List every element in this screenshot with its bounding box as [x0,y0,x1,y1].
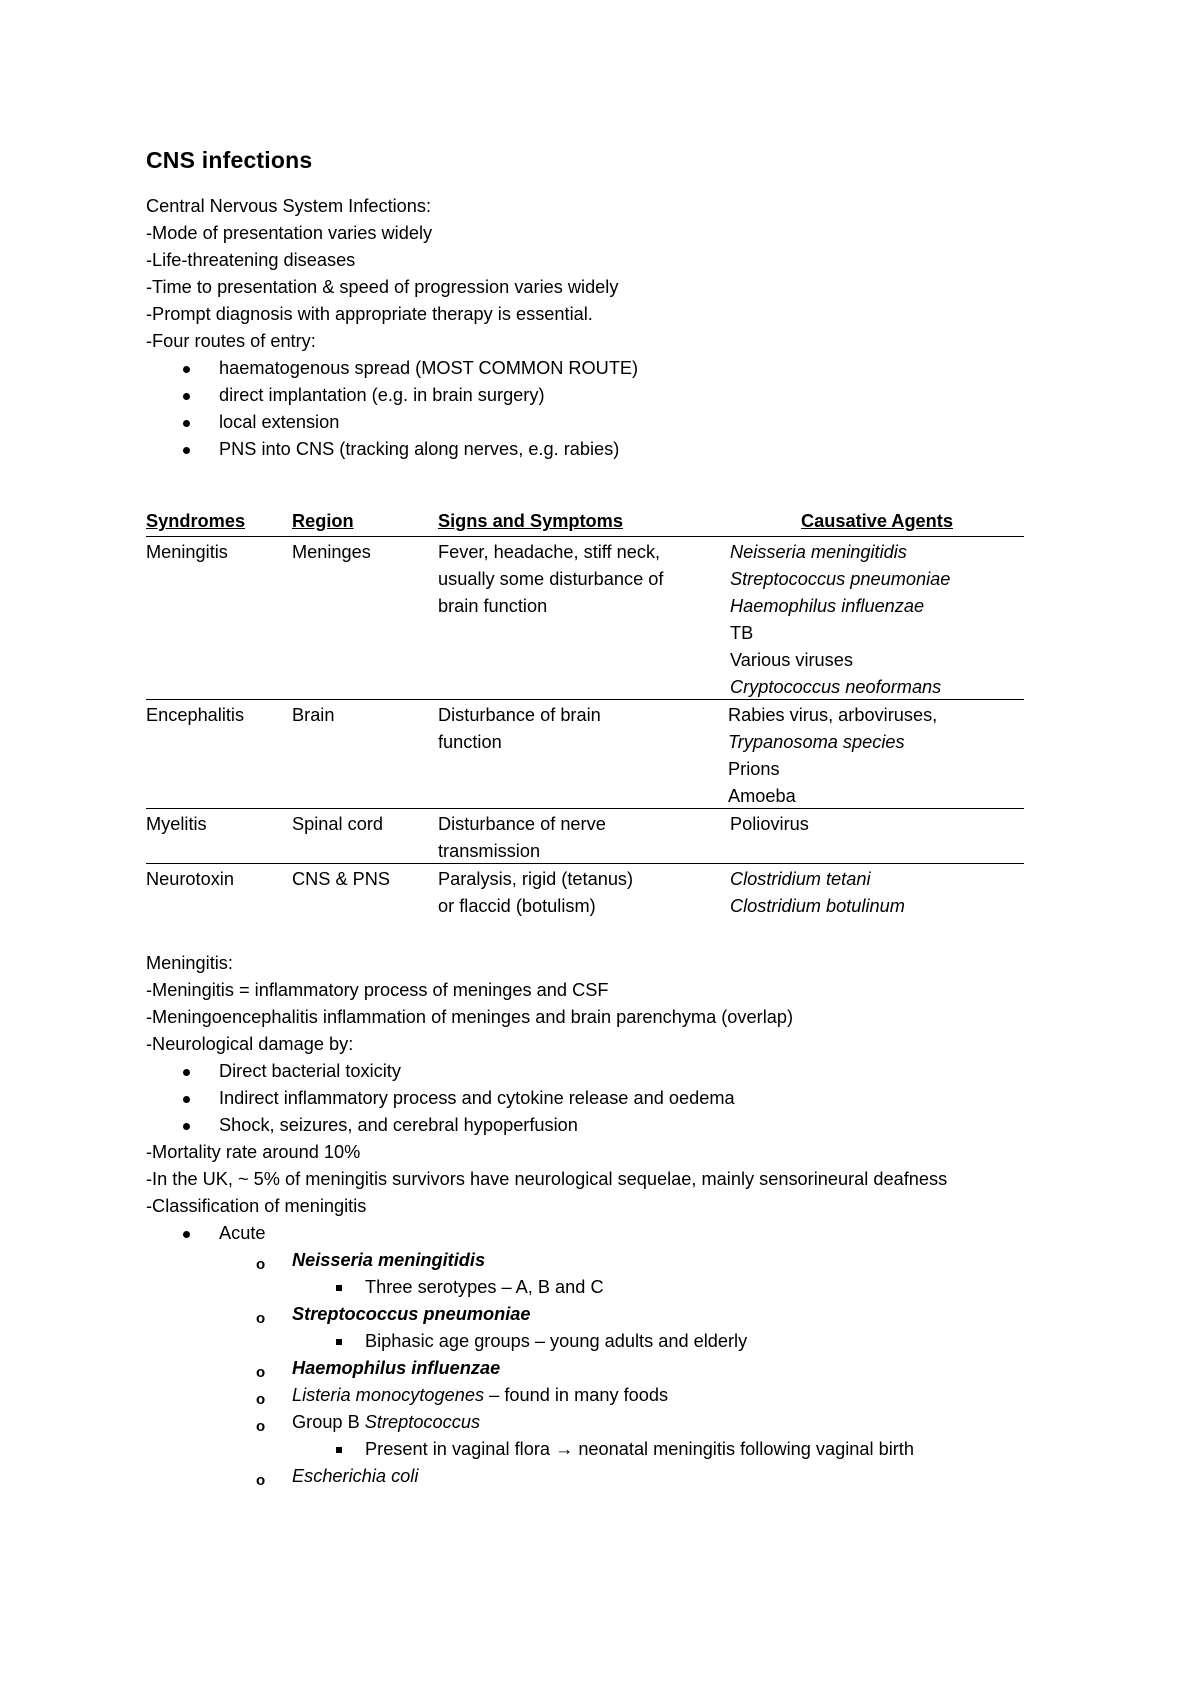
table-row [146,809,1024,864]
agent-item: Haemophilus influenzae [730,596,925,616]
circle-bullet-icon: o [256,1391,266,1408]
organism-name: Neisseria meningitidis [292,1250,486,1270]
signs-line: function [438,732,502,752]
circle-bullet-icon: o [256,1418,266,1435]
intro-point: -Prompt diagnosis with appropriate therapy is essential. [146,304,593,324]
organism-item [146,1409,947,1436]
route-item [146,382,638,409]
signs-line: usually some disturbance of [438,569,664,589]
meningitis-point: -Meningoencephalitis inflammation of meninges and brain parenchyma (overlap) [146,1007,794,1027]
table-header-row [146,511,1024,537]
agent-item: Neisseria meningitidis [730,542,907,562]
note-label: Present in vaginal flora [365,1439,556,1459]
header-signs: Signs and Symptoms [438,511,623,531]
acute-label: Acute [219,1223,266,1243]
cell-signs [438,539,663,620]
table-row [146,700,1024,809]
route-item [146,436,638,463]
signs-line: transmission [438,841,541,861]
cell-region: Brain [292,705,335,725]
square-bullet-icon [336,1285,342,1291]
damage-item [146,1112,947,1139]
header-region: Region [292,511,354,531]
damage-item [146,1085,947,1112]
cell-signs [438,702,601,756]
cell-agents [730,811,809,838]
page-title: CNS infections [146,147,313,173]
organism-note-text: – found in many foods [484,1385,669,1405]
cell-agents [730,539,950,701]
organism-name: Listeria monocytogenes [292,1385,485,1405]
damage-item [146,1058,947,1085]
organism-item [146,1382,947,1409]
cell-signs [438,866,633,920]
agent-item: TB [730,623,754,643]
bullet-icon [183,366,190,373]
note-label: Biphasic age groups – young adults and elderly [365,1331,748,1351]
circle-bullet-icon: o [256,1472,266,1489]
table-row [146,864,1024,920]
circle-bullet-icon: o [256,1310,266,1327]
route-item [146,409,638,436]
route-label: PNS into CNS (tracking along nerves, e.g. rabies) [219,439,620,459]
organism-note [146,1436,947,1463]
agent-item: Amoeba [728,786,796,806]
acute-item [146,1220,947,1247]
note-label: Three serotypes – A, B and C [365,1277,604,1297]
cell-region: Meninges [292,542,371,562]
signs-line: Disturbance of nerve [438,814,606,834]
route-label: direct implantation (e.g. in brain surgery) [219,385,545,405]
organism-item [146,1301,947,1328]
circle-bullet-icon: o [256,1256,266,1273]
signs-line: Fever, headache, stiff neck, [438,542,661,562]
agent-item: Clostridium botulinum [730,896,905,916]
agent-item: Poliovirus [730,814,809,834]
intro-point: -Life-threatening diseases [146,250,356,270]
bullet-icon [183,420,190,427]
intro-point: -Four routes of entry: [146,331,316,351]
meningitis-heading: Meningitis: [146,953,233,973]
agent-item: Streptococcus pneumoniae [730,569,951,589]
meningitis-point: -Mortality rate around 10% [146,1142,361,1162]
square-bullet-icon [336,1447,342,1453]
organism-item [146,1247,947,1274]
damage-label: Shock, seizures, and cerebral hypoperfusion [219,1115,578,1135]
bullet-icon [183,447,190,454]
signs-line: Disturbance of brain [438,705,601,725]
signs-line: Paralysis, rigid (tetanus) [438,869,634,889]
meningitis-section [146,950,947,1490]
agent-item: Clostridium tetani [730,869,871,889]
organism-prefix: Group B [292,1412,365,1432]
cell-syndrome: Encephalitis [146,705,245,725]
cell-syndrome: Neurotoxin [146,869,234,889]
agent-item: Trypanosoma species [728,732,905,752]
cell-agents [728,702,937,810]
intro-heading: Central Nervous System Infections: [146,196,432,216]
meningitis-point: -Neurological damage by: [146,1034,354,1054]
header-agents: Causative Agents [801,511,953,531]
syndromes-table [146,511,1024,920]
cell-signs [438,811,606,865]
intro-point: -Time to presentation & speed of progression varies widely [146,277,619,297]
bullet-icon [183,1231,190,1238]
intro-section [146,193,638,463]
cell-syndrome: Myelitis [146,814,207,834]
signs-line: or flaccid (botulism) [438,896,596,916]
meningitis-point: -Classification of meningitis [146,1196,367,1216]
cell-region: Spinal cord [292,814,383,834]
route-label: local extension [219,412,340,432]
square-bullet-icon [336,1339,342,1345]
agent-item: Prions [728,759,780,779]
circle-bullet-icon: o [256,1364,266,1381]
route-item [146,355,638,382]
bullet-icon [183,1069,190,1076]
agent-item: Cryptococcus neoformans [730,677,942,697]
organism-name: Haemophilus influenzae [292,1358,501,1378]
organism-name: Streptococcus pneumoniae [292,1304,531,1324]
header-syndromes: Syndromes [146,511,246,531]
intro-point: -Mode of presentation varies widely [146,223,433,243]
organism-note [146,1328,947,1355]
agent-item: Rabies virus, arboviruses, [728,705,938,725]
organism-item [146,1355,947,1382]
meningitis-point: -Meningitis = inflammatory process of meninges and CSF [146,980,609,1000]
organism-name: Streptococcus [364,1412,481,1432]
signs-line: brain function [438,596,548,616]
organism-item [146,1463,947,1490]
damage-label: Indirect inflammatory process and cytokine release and oedema [219,1088,735,1108]
bullet-icon [183,393,190,400]
organism-name: Escherichia coli [292,1466,419,1486]
table-row [146,537,1024,700]
note-label: neonatal meningitis following vaginal birth [573,1439,914,1459]
arrow-right-icon: → [555,1439,574,1459]
agent-item: Various viruses [730,650,853,670]
meningitis-point: -In the UK, ~ 5% of meningitis survivors have neurological sequelae, mainly sensorineural deafness [146,1169,948,1189]
cell-agents [730,866,905,920]
damage-label: Direct bacterial toxicity [219,1061,401,1081]
bullet-icon [183,1096,190,1103]
bullet-icon [183,1123,190,1130]
organism-note [146,1274,947,1301]
route-label: haematogenous spread (MOST COMMON ROUTE) [219,358,639,378]
cell-syndrome: Meningitis [146,542,228,562]
cell-region: CNS & PNS [292,869,391,889]
